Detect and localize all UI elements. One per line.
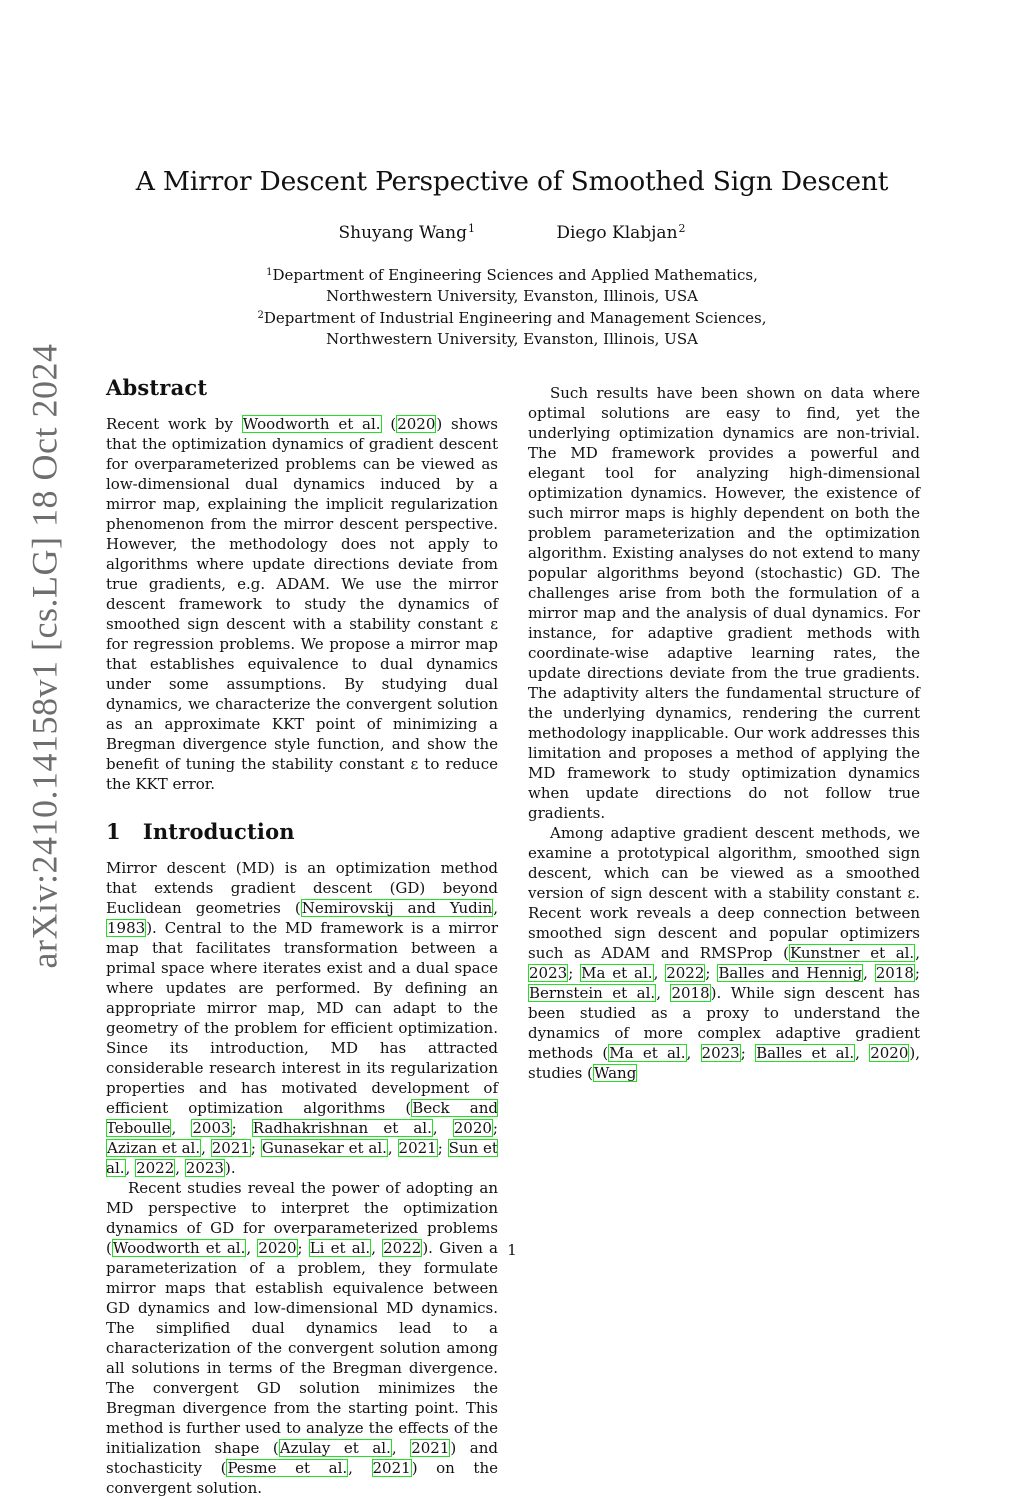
intro-paragraph-3: [528, 383, 920, 823]
paragraph-text: Among adaptive gradient descent methods, we examine a prototypical algorithm, smoothed sign descent, which can be viewed as a smoothed version of sign descent with a stability constant ε. Recent work reveals a deep connection between smoothed sign descent and popular optimizers such as ADAM and RMSProp (: [528, 824, 920, 962]
affiliation-2-line2: Northwestern University, Evanston, Illinois, USA: [326, 329, 698, 348]
citation-link[interactable]: Beck and Teboulle: [106, 1099, 498, 1137]
citation-link[interactable]: 1983: [107, 919, 146, 937]
citation-link[interactable]: 2020: [258, 1239, 297, 1257]
citation-link[interactable]: 2021: [211, 1139, 250, 1157]
paragraph-text: ;: [568, 964, 581, 982]
citation-link[interactable]: Wang: [593, 1064, 637, 1082]
paragraph-text: ,: [175, 1159, 185, 1177]
affiliation-2-line1: Department of Industrial Engineering and Management Sciences,: [263, 309, 767, 327]
author-2-sup: 2: [678, 222, 686, 235]
right-column: [528, 383, 920, 1083]
paragraph-text: ,: [653, 964, 666, 982]
paragraph-text: ,: [915, 944, 920, 962]
paragraph-text: ). While sign descent has been studied as a proxy to understand the dynamics of more complex adaptive gradient methods (: [528, 984, 920, 1062]
intro-paragraph-2: [106, 1178, 498, 1498]
citation-link[interactable]: Radhakrishnan et al.: [252, 1119, 432, 1137]
abstract-text-c: ) shows that the optimization dynamics of gradient descent for overparameterized problems can be viewed as low-dimensional dual dynamics induced by a mirror map, explaining the implicit regularization phenomenon from the mirror descent perspective. However, the methodology does not apply to algorithms where update directions deviate from true gradients, e.g. ADAM. We use the mirror descent framework to study the dynamics of smoothed sign descent with a stability constant ε for regression problems. We propose a mirror map that establishes equivalence to dual dynamics under some assumptions. By studying dual dynamics, we characterize the convergent solution as an approximate KKT point of minimizing a Bregman divergence style function, and show the benefit of tuning the stability constant ε to reduce the KKT error.: [106, 415, 498, 793]
paragraph-text: ) on the convergent solution.: [106, 1459, 498, 1497]
affiliation-2: [0, 306, 1024, 329]
abstract-text: [106, 414, 498, 794]
citation-link[interactable]: Pesme et al.: [227, 1459, 348, 1477]
citation-link[interactable]: Azulay et al.: [279, 1439, 391, 1457]
affiliation-1-sup: 1: [266, 267, 273, 278]
abstract-heading: Abstract: [106, 375, 208, 400]
citation-link[interactable]: 2018: [671, 984, 710, 1002]
paragraph-text: ;: [297, 1239, 309, 1257]
citation-link[interactable]: Gunasekar et al.: [261, 1139, 387, 1157]
paragraph-text: ), studies (: [528, 1044, 920, 1082]
author-1-sup: 1: [467, 222, 475, 235]
introduction-heading: [106, 819, 498, 844]
citation-link[interactable]: 2022: [666, 964, 705, 982]
intro-paragraph-4: [528, 823, 920, 1083]
citation-link[interactable]: 2022: [136, 1159, 175, 1177]
citation-link[interactable]: 2021: [411, 1439, 450, 1457]
citation-link[interactable]: Kunstner et al.: [789, 944, 915, 962]
citation-link[interactable]: 2021: [398, 1139, 437, 1157]
author-list: [0, 222, 1024, 243]
citation-link[interactable]: 2020: [453, 1119, 492, 1137]
paragraph-text: ;: [437, 1139, 448, 1157]
citation-link[interactable]: Nemirovskij and Yudin: [301, 899, 493, 917]
abstract-text-a: Recent work by: [106, 415, 242, 433]
page-number: 1: [507, 1241, 517, 1259]
paragraph-text: Mirror descent (MD) is an optimization method that extends gradient descent (GD) beyond Euclidean geometries (: [106, 859, 498, 917]
author-1-name: Shuyang Wang: [338, 223, 467, 243]
paragraph-text: ;: [231, 1119, 252, 1137]
citation-link[interactable]: 2020: [397, 415, 436, 433]
affiliation-2-sup: 2: [257, 310, 264, 321]
citation-link[interactable]: Li et al.: [309, 1239, 371, 1257]
affiliation-1-line1: Department of Engineering Sciences and Applied Mathematics,: [272, 266, 758, 284]
paragraph-text: ).: [224, 1159, 236, 1177]
citation-link[interactable]: Ma et al.: [581, 964, 653, 982]
citation-link[interactable]: Balles et al.: [756, 1044, 855, 1062]
paragraph-text: ,: [201, 1139, 211, 1157]
citation-link[interactable]: Balles and Hennig: [718, 964, 863, 982]
paper-title: A Mirror Descent Perspective of Smoothed Sign Descent: [135, 166, 889, 197]
paragraph-text: ) and stochasticity (: [106, 1439, 499, 1477]
paragraph-text: ,: [387, 1139, 398, 1157]
paragraph-text: Recent studies reveal the power of adopting an MD perspective to interpret the optimization dynamics of GD for overparameterized problems (: [106, 1179, 498, 1257]
citation-link[interactable]: Azizan et al.: [107, 1139, 201, 1157]
citation-link[interactable]: Ma et al.: [609, 1044, 686, 1062]
citation-link[interactable]: Woodworth et al.: [242, 415, 381, 433]
paragraph-text: ). Central to the MD framework is a mirror map that facilitates transformation between a primal space where iterates exist and a dual space where updates are performed. By defining an appropriate mirror map, MD can adapt to the geometry of the problem for efficient optimization. Since its introduction, MD has attracted considerable research interest in its regularization properties and has motivated development of efficient optimization algorithms (: [106, 919, 498, 1117]
author-1: [338, 222, 474, 243]
paragraph-text: ,: [371, 1239, 383, 1257]
citation-link[interactable]: 2003: [192, 1119, 231, 1137]
paragraph-text: ;: [250, 1139, 261, 1157]
paragraph-text: ;: [705, 964, 718, 982]
citation-link[interactable]: 2023: [185, 1159, 224, 1177]
paragraph-text: ,: [863, 964, 875, 982]
paragraph-text: ,: [432, 1119, 453, 1137]
section-number: 1: [106, 819, 121, 844]
paragraph-text: ,: [686, 1044, 701, 1062]
citation-link[interactable]: 2020: [870, 1044, 909, 1062]
citation-link[interactable]: 2022: [383, 1239, 422, 1257]
paragraph-text: Such results have been shown on data where optimal solutions are easy to find, yet the underlying optimization dynamics are non-trivial. The MD framework provides a powerful and elegant tool for analyzing high-dimensional optimization dynamics. However, the existence of such mirror maps is highly dependent on both the problem parameterization and the optimization algorithm. Existing analyses do not extend to many popular algorithms beyond (stochastic) GD. The challenges arise from both the formulation of a mirror map and the analysis of dual dynamics. For instance, for adaptive gradient methods with coordinate-wise adaptive learning rates, the update directions deviate from the true gradients. The adaptivity alters the fundamental structure of the underlying dynamics, rendering the current methodology inapplicable. Our work addresses this limitation and proposes a method of applying the MD framework to study optimization dynamics when update directions do not follow true gradients.: [528, 384, 920, 822]
left-column: [106, 375, 499, 1498]
paragraph-text: ,: [656, 984, 671, 1002]
citation-link[interactable]: 2021: [372, 1459, 411, 1477]
abstract-text-b: (: [381, 415, 397, 433]
paragraph-text: ;: [740, 1044, 756, 1062]
paragraph-text: ,: [348, 1459, 372, 1477]
section-title: Introduction: [142, 819, 295, 844]
paragraph-text: ,: [855, 1044, 870, 1062]
paragraph-text: ,: [493, 899, 498, 917]
citation-link[interactable]: Woodworth et al.: [112, 1239, 246, 1257]
citation-link[interactable]: 2023: [701, 1044, 740, 1062]
intro-paragraph-1: [106, 858, 498, 1178]
affiliation-1: [0, 263, 1024, 286]
arxiv-identifier: [12, 343, 76, 969]
arxiv-identifier-text: arXiv:2410.14158v1 [cs.LG] 18 Oct 2024: [24, 343, 64, 969]
paragraph-text: ;: [492, 1119, 498, 1137]
affiliations: [0, 263, 1024, 349]
paragraph-text: ). Given a parameterization of a problem, they formulate mirror maps that establish equivalence between GD dynamics and low-dimensional MD dynamics. The simplified dual dynamics lead to a characterization of the convergent solution among all solutions in terms of the Bregman divergence. The convergent GD solution minimizes the Bregman divergence from the starting point. This method is further used to analyze the effects of the initialization shape (: [106, 1239, 498, 1457]
paragraph-text: ;: [914, 964, 920, 982]
paragraph-text: ,: [246, 1239, 258, 1257]
affiliation-1-line2: Northwestern University, Evanston, Illinois, USA: [326, 286, 698, 305]
paragraph-text: ,: [391, 1439, 411, 1457]
paragraph-text: ,: [125, 1159, 136, 1177]
citation-link[interactable]: Bernstein et al.: [529, 984, 656, 1002]
citation-link[interactable]: Sun et al.: [106, 1139, 498, 1177]
citation-link[interactable]: 2018: [875, 964, 914, 982]
author-2-name: Diego Klabjan: [556, 223, 678, 243]
paragraph-text: ,: [171, 1119, 192, 1137]
author-2: [556, 222, 685, 243]
citation-link[interactable]: 2023: [529, 964, 568, 982]
